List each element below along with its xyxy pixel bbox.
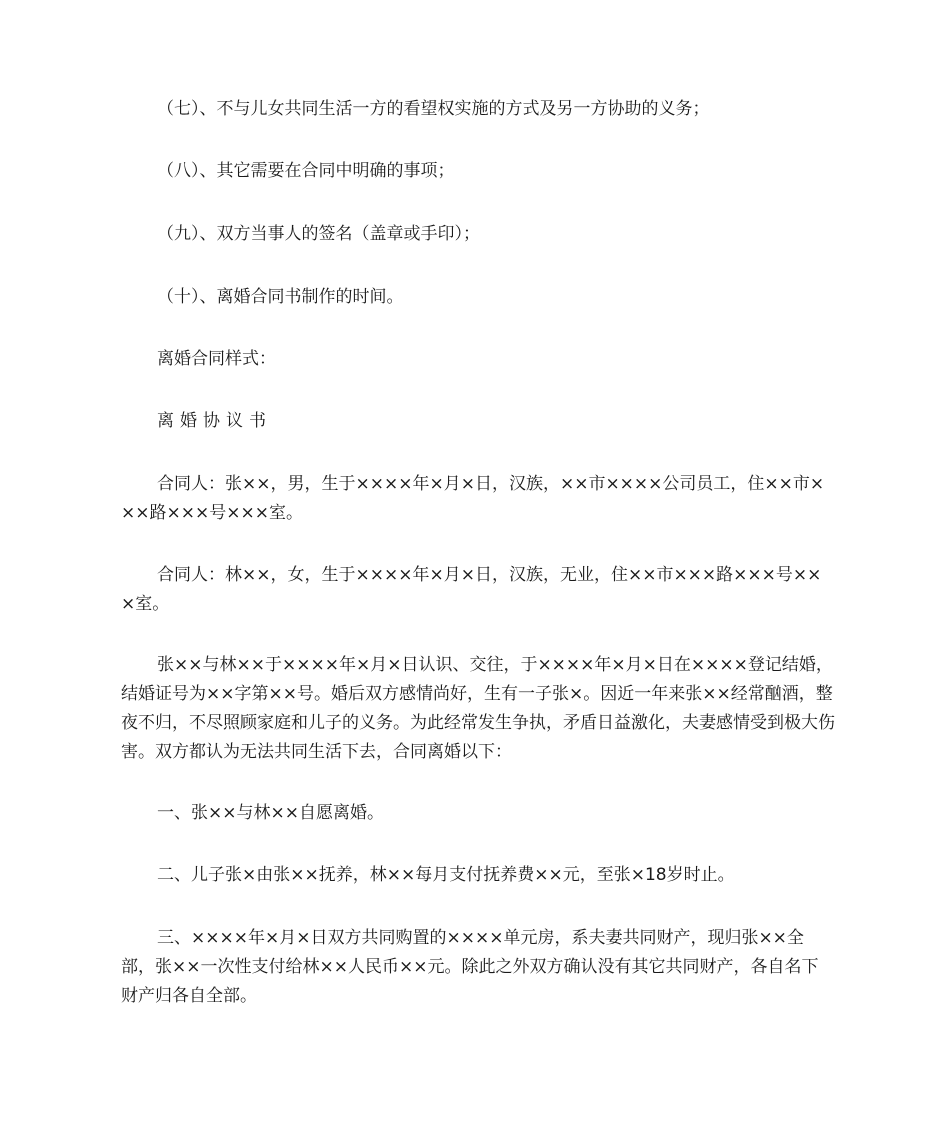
paragraph-item-7: （七）、不与儿女共同生活一方的看望权实施的方式及另一方协助的义务； — [157, 99, 710, 119]
sample-heading: 离婚合同样式： — [157, 349, 276, 369]
paragraph-item-10: （十）、离婚合同书制作的时间。 — [157, 287, 404, 307]
paragraph-item-8: （八）、其它需要在合同中明确的事项； — [157, 161, 455, 181]
party-lin: 合同人：林××，女，生于××××年×月×日，汉族，无业，住××市×××路×××号×××室。 — [121, 565, 822, 614]
agreement-title: 离婚协议书 — [157, 411, 272, 431]
clause-2: 二、儿子张×由张××抚养，林××每月支付抚养费××元，至张×18岁时止。 — [157, 865, 735, 885]
party-zhang: 合同人：张××，男，生于××××年×月×日，汉族，××市××××公司员工，住××市×××路×××号×××室。 — [121, 474, 825, 523]
clause-3: 三、××××年×月×日双方共同购置的××××单元房，系夫妻共同财产，现归张××全部，张××一次性支付给林××人民币××元。除此之外双方确认没有其它共同财产，各自名下财产归各自全部。 — [121, 928, 819, 1006]
clause-1: 一、张××与林××自愿离婚。 — [157, 803, 384, 823]
paragraph-item-9: （九）、双方当事人的签名（盖章或手印）； — [157, 224, 480, 244]
background-paragraph: 张××与林××于××××年×月×日认识、交往，于××××年×月×日在××××登记结婚，结婚证号为××字第××号。婚后双方感情尚好，生有一子张×。因近一年来张××经常酗酒，整夜不归，不尽照顾家庭和儿子的义务。为此经常发生争执，矛盾日益激化，夫妻感情受到极大伤害。双方都认为无法共同生活下去，合同离婚以下： — [121, 655, 835, 762]
